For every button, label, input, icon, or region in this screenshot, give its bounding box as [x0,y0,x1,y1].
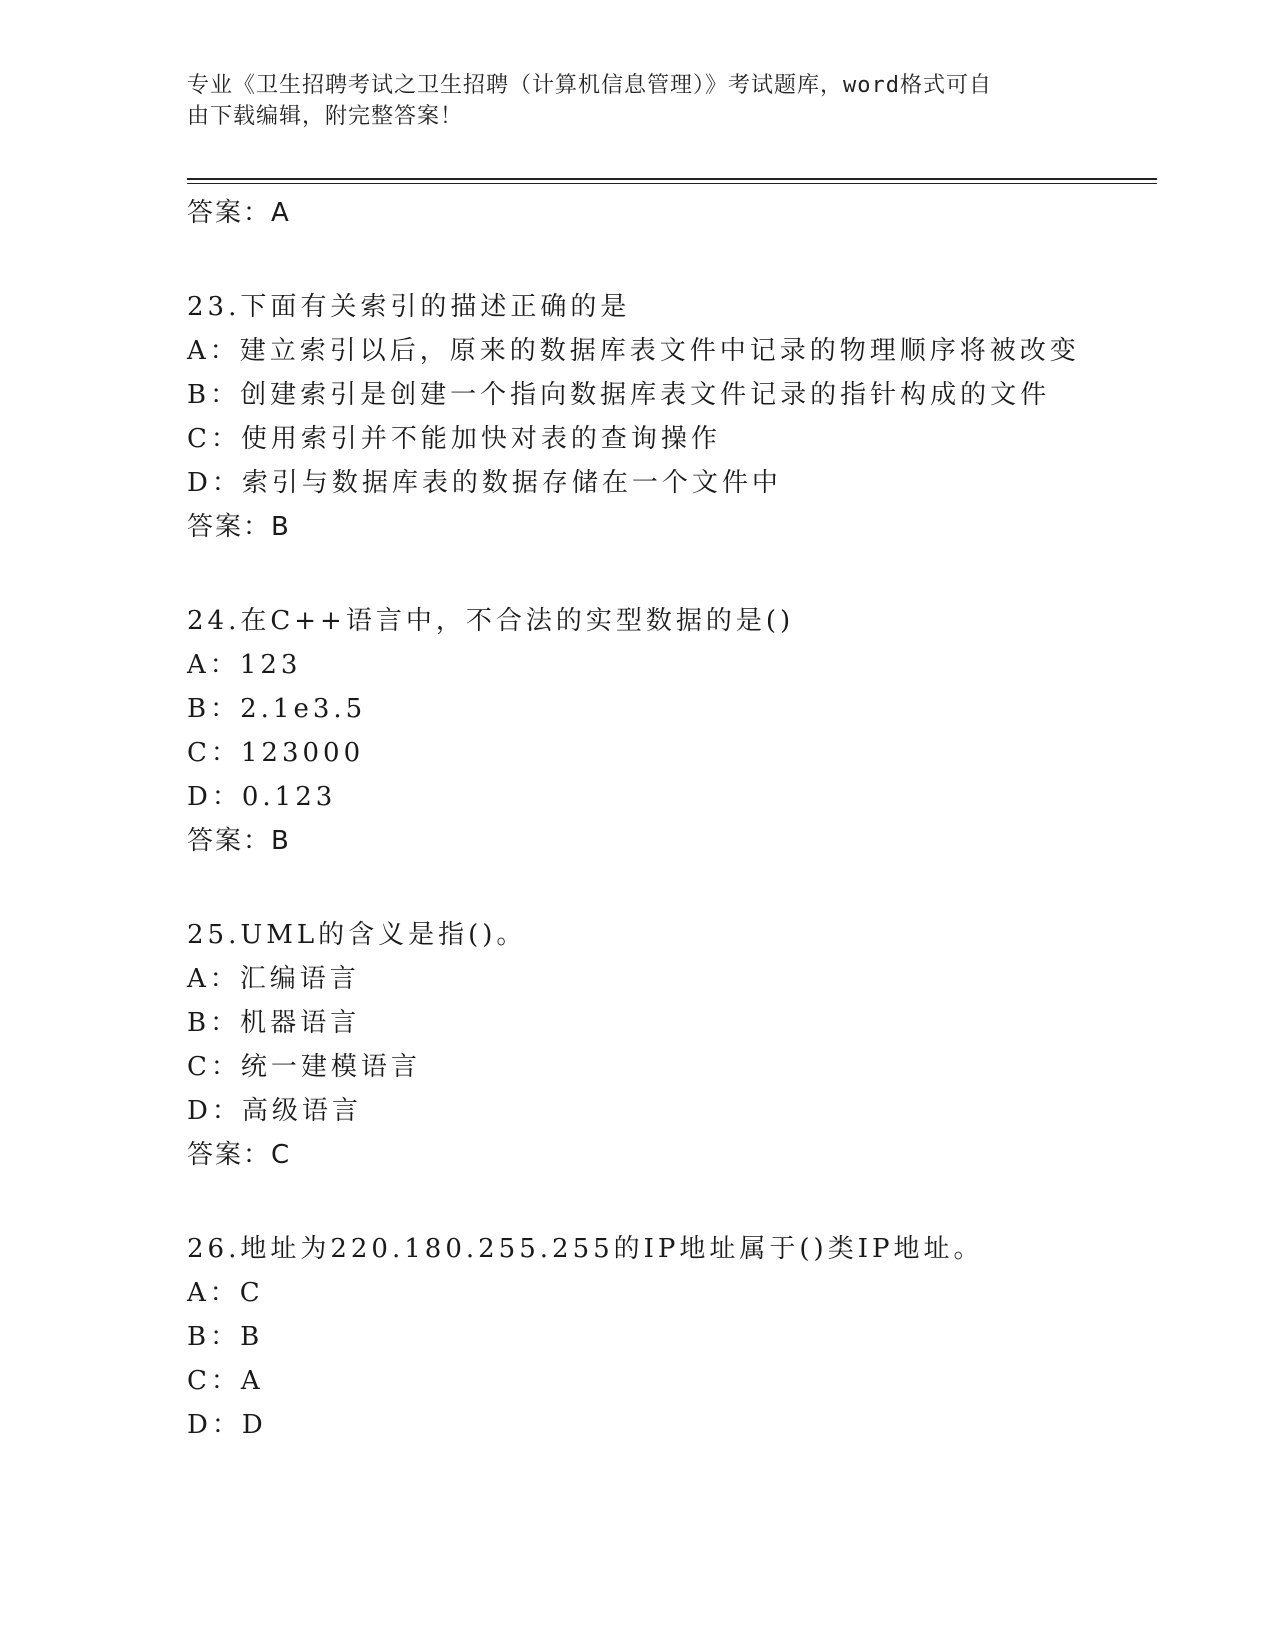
question-24-stem: 24.在C++语言中，不合法的实型数据的是() [187,606,795,636]
question-24-answer: 答案：B [187,826,291,856]
question-26-option-c: C：A [187,1366,264,1396]
question-26-option-a: A：C [187,1278,264,1308]
question-25-answer: 答案：C [187,1140,292,1170]
question-23-option-b: B：创建索引是创建一个指向数据库表文件记录的指针构成的文件 [187,380,1051,410]
document-header [187,70,1087,132]
question-23-answer: 答案：B [187,512,291,542]
header-divider-thick [187,178,1157,180]
question-25-option-c: C：统一建模语言 [187,1052,421,1082]
question-25-option-a: A：汇编语言 [187,964,360,994]
header-line-2: 由下载编辑，附完整答案！ [187,104,464,129]
question-25-option-d: D：高级语言 [187,1096,362,1126]
question-24-option-b: B：2.1e3.5 [187,694,367,724]
question-23-stem: 23.下面有关索引的描述正确的是 [187,292,631,322]
header-divider-thin [187,183,1157,184]
question-26-option-d: D：D [187,1410,267,1440]
question-24-option-c: C：123000 [187,738,365,768]
question-23-option-a: A：建立索引以后，原来的数据库表文件中记录的物理顺序将被改变 [187,336,1080,366]
question-24-option-d: D：0.123 [187,782,337,812]
question-25-option-b: B：机器语言 [187,1008,361,1038]
question-24-option-a: A：123 [187,650,302,680]
question-26-stem: 26.地址为220.180.255.255的IP地址属于()类IP地址。 [187,1234,984,1264]
question-26-option-b: B：B [187,1322,264,1352]
question-25-stem: 25.UML的含义是指()。 [187,920,527,950]
question-23-option-c: C：使用索引并不能加快对表的查询操作 [187,424,721,454]
header-line-1: 专业《卫生招聘考试之卫生招聘（计算机信息管理）》考试题库，word格式可自 [187,73,992,98]
answer-previous: 答案：A [187,198,291,228]
question-23-option-d: D：索引与数据库表的数据存储在一个文件中 [187,468,782,498]
